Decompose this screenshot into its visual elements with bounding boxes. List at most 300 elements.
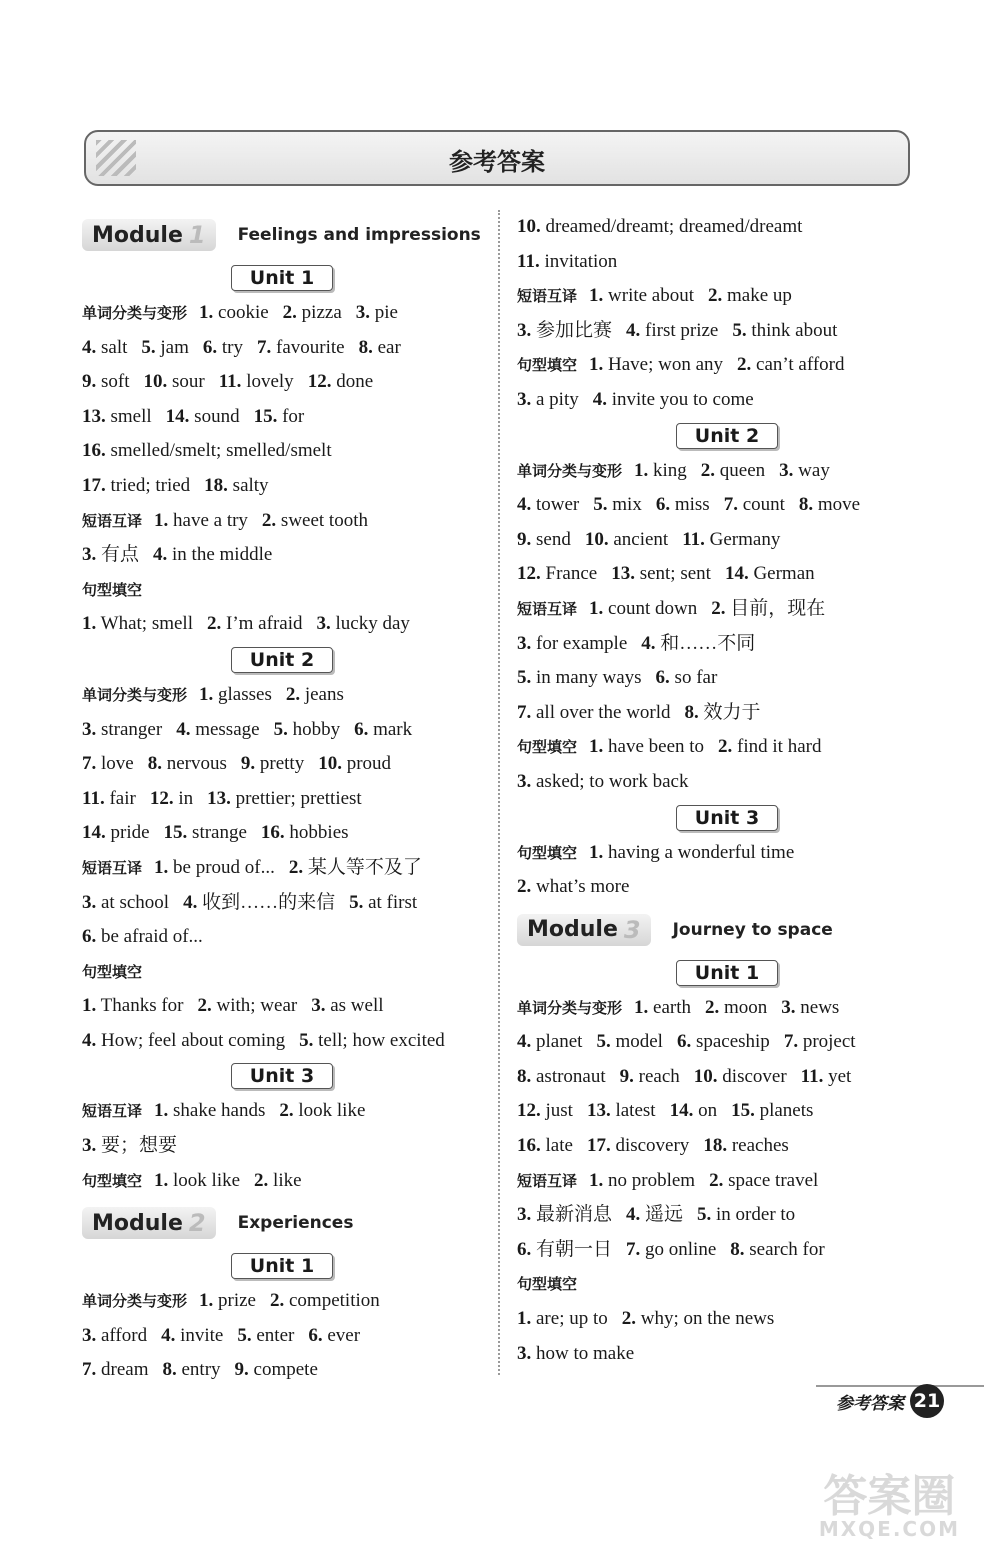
answer-line (517, 1060, 937, 1095)
answer-text: France (540, 563, 598, 585)
answer-number: 7. (723, 494, 738, 516)
answer-text: on (693, 1100, 718, 1122)
answer-line (517, 1025, 937, 1060)
answer-number: 5. (237, 1324, 252, 1346)
answer-text: lucky day (330, 613, 410, 635)
answer-text: ear (372, 336, 401, 358)
answer-text: move (813, 494, 861, 516)
answer-number: 2. (709, 1169, 724, 1191)
answer-number: 5. (299, 1029, 314, 1051)
section-label: 单词分类与变形 (82, 304, 188, 322)
answer-text: tried; tried (105, 474, 191, 496)
answer-text: lovely (241, 371, 294, 393)
answer-text: as well (325, 995, 384, 1017)
answer-text: pretty (255, 753, 305, 775)
answer-number: 2. (705, 996, 720, 1018)
answer-number: 4. (161, 1324, 176, 1346)
answer-text: have been to (603, 736, 705, 758)
answer-number: 7. (517, 701, 532, 723)
answer-text: late (540, 1135, 573, 1157)
answer-number: 8. (517, 1065, 532, 1087)
answer-text: in many ways (531, 667, 642, 689)
answer-text: entry (176, 1359, 221, 1381)
answer-text: 目前，现在 (725, 597, 826, 619)
answer-number: 3. (517, 632, 532, 654)
answer-text: miss (670, 494, 710, 516)
answer-text: in the middle (167, 544, 273, 566)
answer-text: project (798, 1031, 856, 1053)
answer-text: message (190, 718, 260, 740)
answer-number: 7. (626, 1238, 641, 1260)
answer-text: think about (746, 319, 838, 341)
answer-number: 2. (282, 302, 297, 323)
answer-number: 2. (711, 597, 726, 619)
answer-number: 4. (626, 319, 641, 341)
answer-number: 8. (162, 1359, 177, 1381)
footer-label: 参考答案 (836, 1393, 904, 1414)
answer-text: queen (715, 459, 766, 481)
answer-text: asked; to work back (531, 770, 689, 792)
section-label: 短语互译 (517, 287, 578, 306)
answer-number: 17. (82, 474, 106, 496)
answer-line (82, 331, 482, 366)
answer-number: 11. (682, 528, 705, 550)
answer-number: 15. (731, 1100, 755, 1122)
answer-number: 2. (288, 856, 304, 878)
answer-text: invitation (539, 250, 618, 272)
answer-text: planets (754, 1100, 814, 1122)
answer-number: 13. (82, 405, 106, 427)
answer-line (82, 1094, 482, 1129)
answer-number: 2. (285, 683, 301, 705)
section-label: 句型填空 (517, 356, 578, 375)
answer-line (517, 1337, 937, 1372)
answer-number: 18. (703, 1135, 728, 1157)
answer-text: 最新消息 (531, 1204, 613, 1226)
answer-text: count down (603, 597, 698, 619)
answer-number: 3. (517, 770, 532, 792)
answer-line (517, 523, 937, 558)
answer-text: reaches (727, 1135, 789, 1157)
answer-text: write about (603, 285, 695, 307)
answer-text: 要；想要 (96, 1135, 178, 1157)
answer-text: 参加比赛 (531, 319, 613, 341)
answer-number: 6. (82, 926, 97, 948)
answer-number: 13. (207, 787, 231, 809)
answer-number: 6. (517, 1238, 532, 1260)
answer-text: hobby (287, 718, 341, 740)
answer-line (517, 592, 937, 627)
section-label: 单词分类与变形 (517, 461, 623, 480)
answer-text: ancient (608, 528, 669, 550)
answer-text: compete (248, 1359, 318, 1381)
answer-line (82, 989, 482, 1024)
answer-text: stranger (96, 718, 163, 740)
answer-line (82, 1129, 482, 1164)
answer-number: 2. (270, 1290, 285, 1312)
answer-number: 10. (517, 216, 541, 237)
answer-text: dreamed/dreamt; dreamed/dreamt (540, 216, 803, 237)
section-label: 句型填空 (517, 738, 578, 757)
answer-text: mix (607, 494, 642, 516)
answer-text: have a try (168, 509, 248, 531)
answer-text: tower (531, 494, 580, 516)
unit-badge: Unit 3 (676, 805, 778, 831)
answer-text: pride (105, 822, 150, 844)
answer-number: 15. (253, 405, 278, 427)
answer-number: 17. (586, 1135, 611, 1157)
answer-text: can’t afford (751, 354, 845, 376)
answer-number: 10. (693, 1065, 718, 1087)
answer-text: spaceship (691, 1031, 770, 1053)
answer-number: 15. (163, 822, 188, 844)
answer-number: 1. (517, 1308, 532, 1330)
answer-number: 3. (82, 1135, 97, 1157)
answer-number: 12. (517, 563, 541, 585)
answer-line (517, 870, 937, 905)
answer-number: 1. (154, 856, 169, 878)
section-label: 句型填空 (82, 580, 143, 599)
page-title: 参考答案 (449, 148, 545, 176)
title-banner (84, 130, 910, 186)
answer-number: 4. (641, 632, 656, 654)
answer-number: 16. (517, 1135, 541, 1157)
answer-line (517, 488, 937, 523)
answer-number: 4. (592, 388, 607, 410)
answer-line (82, 920, 482, 955)
answer-text: sour (167, 371, 205, 393)
answer-text: go online (640, 1238, 717, 1260)
answer-text: pie (370, 302, 398, 323)
section-label: 句型填空 (517, 1275, 578, 1294)
answer-text: all over the world (531, 701, 671, 723)
unit-badge: Unit 1 (231, 1253, 333, 1279)
answer-number: 8. (798, 494, 814, 516)
answer-text: what’s more (531, 876, 630, 898)
section-label: 单词分类与变形 (517, 998, 623, 1017)
answer-number: 9. (619, 1065, 634, 1087)
unit-badge: Unit 1 (676, 960, 778, 986)
answer-line (82, 1024, 482, 1059)
answer-text: German (748, 563, 815, 585)
answer-number: 14. (669, 1100, 694, 1122)
answer-text: invite you to come (607, 388, 754, 410)
answer-line (517, 1094, 937, 1129)
answer-text: Thanks for (96, 995, 184, 1017)
answer-line (517, 627, 937, 662)
answer-number: 1. (589, 1169, 604, 1191)
answer-text: news (795, 996, 840, 1018)
answer-number: 8. (730, 1238, 745, 1260)
left-column (82, 210, 482, 1388)
answer-number: 2. (207, 613, 222, 635)
answer-number: 9. (234, 1359, 249, 1381)
answer-line (82, 1284, 482, 1319)
answer-number: 6. (655, 667, 670, 689)
answer-number: 13. (586, 1100, 611, 1122)
answer-text: proud (341, 753, 392, 775)
answer-text: jam (155, 336, 189, 358)
answer-number: 8. (684, 701, 699, 723)
answer-line (82, 365, 482, 400)
answer-text: hobbies (284, 822, 349, 844)
answer-line (517, 765, 937, 800)
answer-text: with; wear (211, 995, 298, 1017)
answer-line (82, 296, 482, 331)
answer-number: 16. (260, 822, 285, 844)
answer-number: 1. (634, 996, 649, 1018)
answer-line (517, 245, 937, 280)
answer-line (82, 747, 482, 782)
answer-text: soft (96, 371, 130, 393)
answer-line (517, 314, 937, 349)
answer-number: 4. (82, 1029, 97, 1051)
answer-number: 2. (279, 1100, 294, 1122)
answer-text: are; up to (531, 1308, 608, 1330)
answer-text: first prize (640, 319, 719, 341)
answer-text: mark (368, 718, 413, 740)
answer-text: earth (648, 996, 691, 1018)
module-badge: Module 3 (517, 914, 651, 946)
answer-line (517, 383, 937, 418)
answer-text: discover (717, 1065, 787, 1087)
answer-text: 有点 (96, 544, 140, 566)
answer-number: 6. (202, 336, 218, 358)
answer-line (517, 454, 937, 489)
module-title: Experiences (237, 1213, 354, 1234)
answer-line (517, 836, 937, 871)
answer-number: 1. (589, 736, 604, 758)
answer-text: prize (213, 1290, 256, 1312)
answer-number: 3. (517, 319, 532, 341)
answer-text: a pity (531, 388, 579, 410)
answer-line (82, 538, 482, 573)
answer-line (82, 573, 482, 608)
answer-number: 3. (82, 891, 97, 913)
answer-text: afford (96, 1324, 148, 1346)
section-label: 句型填空 (82, 1171, 143, 1190)
answer-number: 9. (240, 753, 256, 775)
answer-number: 3. (355, 302, 370, 323)
answer-number: 6. (354, 718, 369, 740)
answer-number: 2. (700, 459, 716, 481)
answer-line (82, 469, 482, 504)
answer-text: reach (633, 1065, 680, 1087)
answer-text: model (610, 1031, 663, 1053)
answer-text: try (217, 336, 243, 358)
answer-number: 2. (261, 509, 277, 531)
answer-text: fair (104, 787, 136, 809)
answer-number: 1. (199, 683, 214, 705)
section-label: 短语互译 (82, 1102, 143, 1121)
answer-line (517, 730, 937, 765)
answer-line (517, 348, 937, 383)
answer-number: 2. (718, 736, 733, 758)
answer-number: 9. (82, 371, 97, 393)
answer-number: 1. (589, 354, 604, 376)
answer-text: How; feel about coming (96, 1029, 286, 1051)
answer-text: smell (105, 405, 152, 427)
answer-number: 5. (273, 718, 288, 740)
answer-text: love (96, 753, 134, 775)
answer-line (82, 1164, 482, 1199)
answer-text: smelled/smelt; smelled/smelt (105, 440, 332, 462)
unit-badge: Unit 2 (231, 647, 333, 673)
answer-text: count (737, 494, 785, 516)
answer-text: no problem (603, 1169, 696, 1191)
answer-text: look like (293, 1100, 366, 1122)
answer-number: 5. (697, 1204, 712, 1226)
answer-text: sent; sent (634, 563, 711, 585)
answer-number: 5. (596, 1031, 611, 1053)
unit-badge: Unit 2 (676, 423, 778, 449)
answer-text: so far (669, 667, 718, 689)
answer-number: 4. (517, 1031, 532, 1053)
answer-number: 2. (517, 876, 532, 898)
answer-number: 5. (732, 319, 747, 341)
answer-text: just (540, 1100, 573, 1122)
answer-line (82, 782, 482, 817)
answer-line (82, 607, 482, 642)
answer-number: 13. (611, 563, 635, 585)
answer-number: 3. (311, 995, 326, 1017)
answer-number: 1. (589, 597, 604, 619)
watermark-main: 答案圈 (823, 1471, 956, 1522)
answer-text: 某人等不及了 (303, 856, 422, 878)
answer-text: enter (251, 1324, 295, 1346)
answer-line (82, 434, 482, 469)
answer-text: nervous (161, 753, 227, 775)
answer-line (82, 955, 482, 990)
answer-number: 5. (517, 667, 532, 689)
answer-number: 12. (307, 371, 332, 393)
answer-line (82, 1319, 482, 1354)
answer-text: invite (175, 1324, 224, 1346)
answer-line (82, 678, 482, 713)
answer-number: 8. (147, 753, 162, 775)
answer-number: 6. (655, 494, 671, 516)
answer-number: 2. (621, 1308, 637, 1330)
answer-text: done (331, 371, 374, 393)
answer-text: be afraid of... (96, 926, 203, 948)
answer-line (517, 1129, 937, 1164)
answer-text: tell; how excited (313, 1029, 445, 1051)
answer-number: 10. (584, 528, 609, 550)
answer-text: for (277, 405, 305, 427)
answer-text: sound (189, 405, 240, 427)
answer-line (82, 400, 482, 435)
answer-text: 收到……的来信 (197, 891, 336, 913)
answer-text: dream (96, 1359, 149, 1381)
answer-number: 3. (517, 388, 532, 410)
answer-line (82, 713, 482, 748)
section-label: 短语互译 (82, 858, 143, 877)
column-divider (498, 210, 500, 1375)
answer-text: be proud of... (168, 856, 275, 878)
answer-number: 2. (197, 995, 212, 1017)
answer-number: 4. (626, 1204, 641, 1226)
answer-line (517, 1164, 937, 1199)
answer-text: salty (227, 474, 269, 496)
answer-line (517, 1198, 937, 1233)
answer-number: 3. (517, 1204, 532, 1226)
answer-number: 14. (82, 822, 106, 844)
answer-text: What; smell (96, 613, 193, 635)
answer-text: shake hands (168, 1100, 266, 1122)
answer-line (517, 991, 937, 1026)
answer-number: 1. (634, 459, 649, 481)
answer-number: 1. (199, 1290, 214, 1312)
section-label: 短语互译 (517, 1171, 578, 1190)
answer-number: 3. (316, 613, 331, 635)
answer-text: latest (610, 1100, 656, 1122)
answer-text: in (173, 787, 194, 809)
answer-number: 1. (154, 1169, 169, 1191)
section-label: 短语互译 (517, 599, 578, 618)
answer-text: for example (531, 632, 628, 654)
watermark-sub: MXQE.COM (818, 1517, 960, 1541)
page-number: 21 (910, 1384, 944, 1418)
unit-badge: Unit 3 (231, 1063, 333, 1089)
answer-text: Have; won any (603, 354, 724, 376)
module-title: Feelings and impressions (237, 225, 481, 245)
answer-text: Germany (704, 528, 781, 550)
answer-number: 1. (82, 995, 97, 1017)
answer-number: 9. (517, 528, 532, 550)
section-label: 短语互译 (82, 511, 143, 530)
answer-text: space travel (723, 1169, 819, 1191)
unit-badge: Unit 1 (231, 265, 333, 291)
answer-number: 5. (349, 891, 364, 913)
section-label: 句型填空 (517, 843, 578, 862)
answer-number: 11. (218, 371, 242, 393)
answer-text: send (531, 528, 571, 550)
answer-number: 1. (82, 613, 97, 635)
answer-number: 2. (737, 354, 752, 376)
answer-number: 1. (154, 509, 169, 531)
answer-text: in order to (711, 1204, 796, 1226)
answer-text: like (268, 1169, 302, 1191)
answer-number: 4. (176, 718, 191, 740)
answer-text: having a wonderful time (603, 841, 795, 863)
answer-number: 16. (82, 440, 106, 462)
answer-text: at school (96, 891, 170, 913)
answer-text: salt (96, 336, 128, 358)
answer-number: 12. (149, 787, 174, 809)
answer-number: 14. (724, 563, 749, 585)
answer-number: 2. (254, 1169, 269, 1191)
answer-text: yet (823, 1065, 852, 1087)
answer-number: 3. (82, 1324, 97, 1346)
answer-text: discovery (610, 1135, 690, 1157)
answer-number: 5. (141, 336, 156, 358)
section-label: 单词分类与变形 (82, 685, 188, 704)
watermark-logo (818, 1471, 960, 1541)
section-label: 句型填空 (82, 962, 143, 981)
answer-text: sweet tooth (276, 509, 368, 531)
answer-number: 4. (183, 891, 198, 913)
answer-line (517, 557, 937, 592)
answer-line (517, 661, 937, 696)
answer-number: 4. (82, 336, 97, 358)
answer-number: 4. (153, 544, 168, 566)
section-label: 单词分类与变形 (82, 1292, 188, 1311)
answer-text: cookie (213, 302, 269, 323)
module-3-header (517, 905, 937, 955)
answer-number: 11. (82, 787, 105, 809)
page-footer (836, 1384, 944, 1418)
answer-text: ever (322, 1324, 361, 1346)
